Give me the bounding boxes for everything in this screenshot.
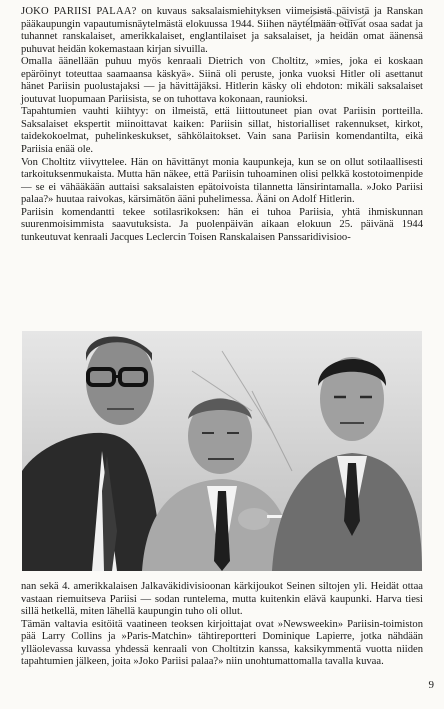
paragraph-tempo: Tapahtumien vauhti kiihtyy: on ilmeistä, että liittoutuneet pian ovat Pariisin portteilla. Saksalaiset ekspertit miinoittavat kaiken: Pariisin sillat, historialliset rakennukset, kirkot, taidekokoelmat, puhelinkeskukset, sähkölaitokset. Vain sana Pariisin komendantilta, eikä Pariisia enää ole. — [21, 106, 423, 156]
article-text-bottom — [21, 581, 423, 669]
paragraph-choltitz: Omalla äänellään puhuu myös kenraali Dietrich von Choltitz, »mies, joka ei koskaan epäröinyt toteuttaa saamaansa käskyä». Siinä oli peruste, jonka vuoksi Hitler oli asettanut hänet Pariisin puolustajaksi — ja hävittäjäksi. Hitlerin käsky oli ehdoton: mikäli saksalaiset joutuvat luopumaan Pariisista, se on tuhottava kokonaan, raunioksi. — [21, 56, 423, 105]
paragraph-delay: Von Choltitz viivyttelee. Hän on hävittänyt monia kaupunkeja, kun se on ollut sotilaallisesti tarkoituksenmukaista. Mutta hän näkee, että Pariisin tuhoaminen olisi pelkkä kostotoimenpide — se ei vähääkään auttaisi saksalaisten epätoivoista tilannetta länsirintamalla. »Joko Pariisi palaa?» huutaa raivokas, kärsimätön ääni puhelimessa. Ääni on Adolf Hitlerin. — [21, 156, 423, 206]
photograph-three-men — [22, 331, 422, 571]
page-number: 9 — [428, 679, 434, 691]
book-title-lead: JOKO PARIISI PALAA? — [21, 6, 137, 17]
paragraph-intro: JOKO PARIISI PALAA? on kuvaus saksalaismiehityksen viimeisistä päivistä ja Ranskan pääkaupungin vapautumisnäytelmästä elokuussa 1944. Siihen näytelmään ottivat osaa sadat ja tuhannet ranskalaiset, amerikkalaiset, englantilaiset ja saksalaiset, ja heidän omat äänensä puhuvat heidän kokemastaan kirjan sivuilla. — [21, 6, 423, 55]
paragraph-liberation: nan sekä 4. amerikkalaisen Jalkaväkidivisioonan kärkijoukot Seinen siltojen yli. Heidät ottaa vastaan riemuitseva Pariisi — sodan runtelema, mutta kuitenkin elävä kaupunki. Harva tiesi sillä hetkellä, miten lähellä kaupungin tuho oli ollut. — [21, 581, 423, 618]
paragraph-authors: Tämän valtavia esitöitä vaatineen teoksen kirjoittajat ovat »Newsweekin» Pariisin-toimiston pää Larry Collins ja »Paris-Matchin» tähtireportteri Dominique Lapierre, jotka nähdään ylläolevassa kuvassa yhdessä kenraali von Choltitzin kanssa, kaksikymmentä vuotta niiden tapahtumien jälkeen, joita »Joko Pariisi palaa?» niin unohtumattomalla tavalla kuvaa. — [21, 618, 423, 668]
paragraph-crime: Pariisin komendantti tekee sotilasrikoksen: hän ei tuhoa Pariisia, yhtä ihmiskunnan suurenmoisimmista saavutuksista. Ja puolenpäivän aikaan elokuun 25. päivänä 1944 tunkeutuvat kenraali Jacques Leclercin Toisen Ranskalaisen Panssaridivisioo- — [21, 206, 423, 243]
article-text-top — [21, 6, 423, 244]
